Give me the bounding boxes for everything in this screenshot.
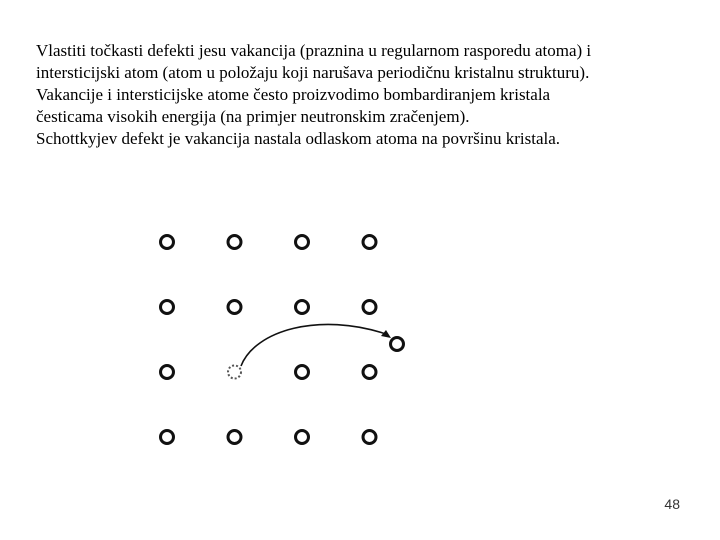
arrow-head <box>381 330 391 338</box>
lattice-atom <box>363 301 376 314</box>
lattice-atom <box>161 301 174 314</box>
lattice-atom <box>228 301 241 314</box>
migration-path <box>241 324 404 366</box>
lattice-atom <box>363 236 376 249</box>
lattice-atom <box>161 366 174 379</box>
text-line-3: Vakancije i intersticijske atome često proizvodimo bombardiranjem kristala <box>36 85 551 104</box>
lattice-atoms <box>161 236 377 444</box>
lattice-atom <box>296 301 309 314</box>
lattice-atom <box>363 366 376 379</box>
lattice-atom <box>296 431 309 444</box>
lattice-atom <box>228 236 241 249</box>
vacancy-site <box>228 366 241 379</box>
text-line-1: Vlastiti točkasti defekti jesu vakancija (praznina u regularnom rasporedu atoma) i <box>36 41 592 60</box>
lattice-atom <box>161 431 174 444</box>
text-line-2: intersticijski atom (atom u položaju koji narušava periodičnu kristalnu strukturu). <box>36 63 590 82</box>
migration-arrow <box>241 324 386 366</box>
page-number: 48 <box>664 496 680 512</box>
lattice-atom <box>161 236 174 249</box>
lattice-atom <box>363 431 376 444</box>
text-line-4: česticama visokih energija (na primjer neutronskim zračenjem). <box>36 107 470 126</box>
lattice-atom <box>296 366 309 379</box>
displaced-atom <box>391 338 404 351</box>
text-line-5: Schottkyjev defekt je vakancija nastala odlaskom atoma na površinu kristala. <box>36 129 561 148</box>
lattice-atom <box>228 431 241 444</box>
lattice-atom <box>296 236 309 249</box>
